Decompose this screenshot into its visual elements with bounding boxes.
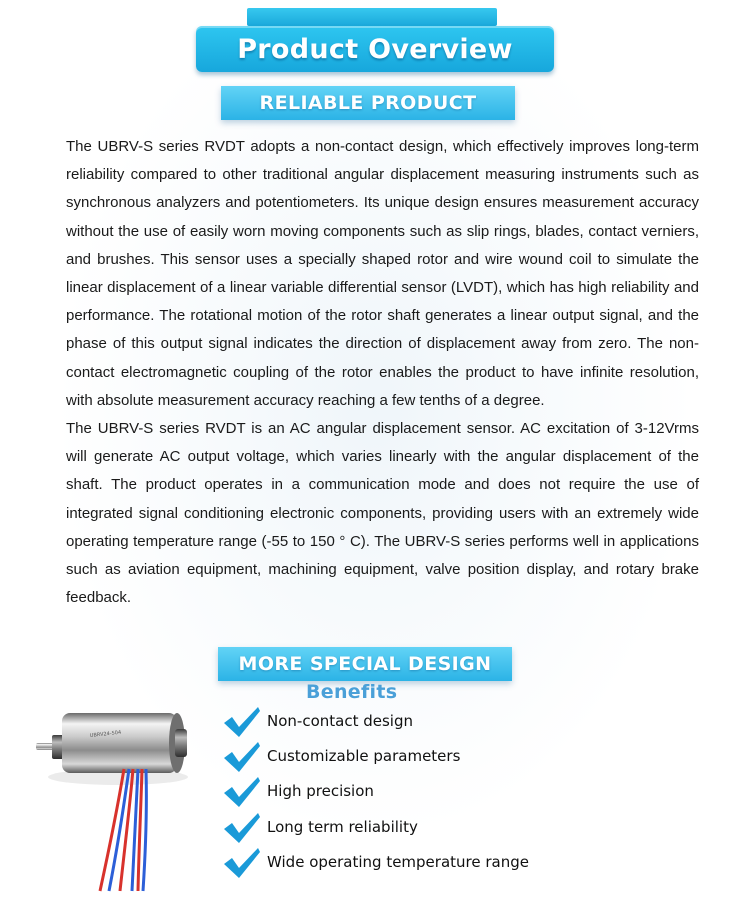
list-item — [222, 738, 552, 773]
checkmark-icon — [222, 775, 262, 809]
benefit-label: Wide operating temperature range — [267, 852, 529, 871]
list-item — [222, 809, 552, 844]
benefit-label: Long term reliability — [267, 817, 418, 836]
checkmark-icon — [222, 811, 262, 845]
benefit-label: High precision — [267, 782, 374, 801]
rvdt-sensor-image — [30, 695, 205, 895]
title-banner — [196, 26, 554, 72]
top-ribbon — [247, 8, 497, 26]
checkmark-icon — [222, 740, 262, 774]
svg-text:UBRV24-504: UBRV24-504 — [89, 729, 122, 739]
benefits-list — [222, 703, 552, 879]
benefit-label: Customizable parameters — [267, 747, 461, 766]
reliable-product-banner — [221, 86, 515, 120]
reliable-product-heading: RELIABLE PRODUCT — [259, 92, 477, 114]
benefits-title: Benefits — [306, 681, 398, 703]
description-paragraph-2: The UBRV-S series RVDT is an AC angular displacement sensor. AC excitation of 3-12Vrms will generate AC output voltage, which varies linearly with the angular displacement of the shaft. The product operates in a communication mode and does not require the use of integrated signal conditioning electronic components, providing users with an extremely wide operating temperature range (-55 to 150 ° C). The UBRV-S series performs well in applications such as aviation equipment, machining equipment, valve position display, and rotary brake feedback. — [66, 420, 699, 607]
description-text — [66, 133, 699, 612]
page-title: Product Overview — [237, 33, 513, 65]
checkmark-icon — [222, 705, 262, 739]
more-special-design-heading: MORE SPECIAL DESIGN — [238, 653, 492, 675]
more-special-design-banner — [218, 647, 512, 681]
list-item — [222, 703, 552, 738]
checkmark-icon — [222, 846, 262, 880]
description-paragraph-1: The UBRV-S series RVDT adopts a non-contact design, which effectively improves long-term reliability compared to other traditional angular displacement measuring instruments such as synchronous analyzers and potentiometers. Its unique design ensures measurement accuracy without the use of easily worn moving components such as slip rings, blades, contact verniers, and brushes. This sensor uses a specially shaped rotor and wire wound coil to simulate the linear displacement of a linear variable differential sensor (LVDT), which has high reliability and performance. The rotational motion of the rotor shaft generates a linear output signal, and the phase of this output signal indicates the direction of displacement away from zero. The non-contact electromagnetic coupling of the rotor enables the product to have infinite resolution, with absolute measurement accuracy reaching a few tenths of a degree. — [66, 138, 699, 409]
benefit-label: Non-contact design — [267, 712, 413, 730]
list-item — [222, 773, 552, 808]
list-item — [222, 844, 552, 879]
